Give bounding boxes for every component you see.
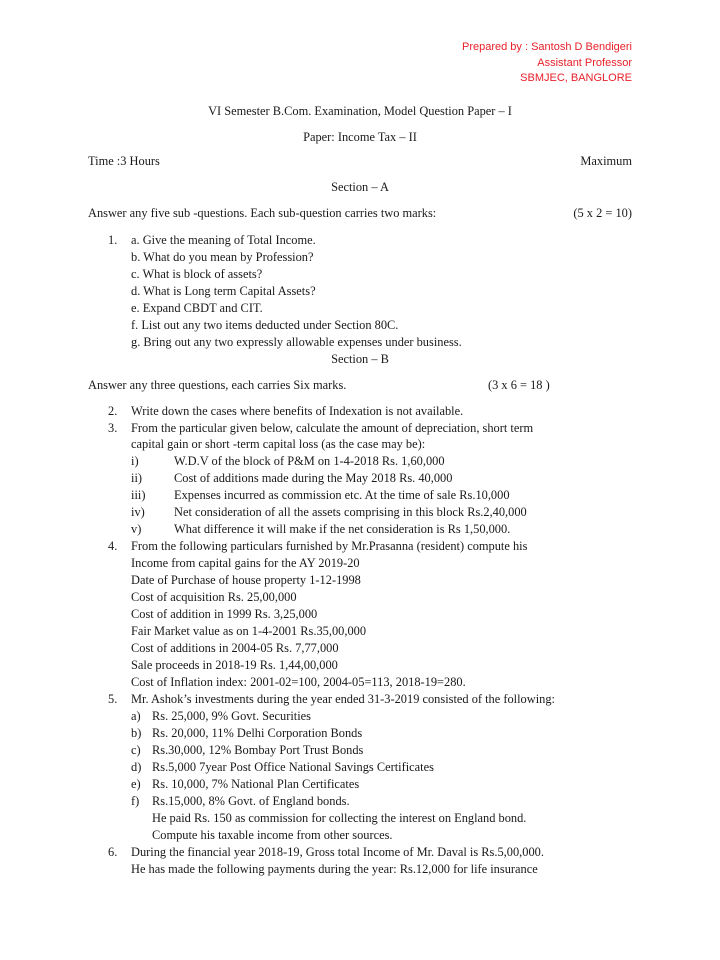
list-item: g. Bring out any two expressly allowable expenses under business. bbox=[131, 335, 462, 349]
sub-item: W.D.V of the block of P&M on 1-4-2018 Rs. 1,60,000 bbox=[174, 454, 445, 468]
prepared-by: Prepared by : Santosh D Bendigeri bbox=[462, 41, 632, 53]
sub-item: Rs. 10,000, 7% National Plan Certificates bbox=[152, 777, 360, 791]
question-line: Cost of Inflation index: 2001-02=100, 2004-05=113, 2018-19=280. bbox=[131, 675, 466, 689]
sub-item: Rs.30,000, 12% Bombay Port Trust Bonds bbox=[152, 743, 364, 757]
section-a-marks: (5 x 2 = 10) bbox=[573, 206, 632, 220]
list-item: b. What do you mean by Profession? bbox=[131, 250, 314, 264]
question-line: Fair Market value as on 1-4-2001 Rs.35,00,000 bbox=[131, 624, 367, 638]
question-line: Cost of addition in 1999 Rs. 3,25,000 bbox=[131, 607, 318, 621]
exam-title: VI Semester B.Com. Examination, Model Question Paper – I bbox=[208, 104, 512, 118]
section-a-instruction: Answer any five sub -questions. Each sub-question carries two marks: bbox=[88, 206, 437, 220]
question-line: Date of Purchase of house property 1-12-1998 bbox=[131, 573, 361, 587]
paper-title: Paper: Income Tax – II bbox=[303, 130, 417, 144]
question-line: Sale proceeds in 2018-19 Rs. 1,44,00,000 bbox=[131, 658, 338, 672]
sub-label: v) bbox=[131, 522, 142, 536]
question-text: He has made the following payments during the year: Rs.12,000 for life insurance bbox=[131, 862, 538, 876]
question-number: 1. bbox=[108, 233, 118, 247]
designation: Assistant Professor bbox=[537, 56, 632, 69]
sub-item: Rs. 20,000, 11% Delhi Corporation Bonds bbox=[152, 726, 363, 740]
sub-label: iii) bbox=[131, 488, 146, 502]
question-text: From the particular given below, calculate the amount of depreciation, short term bbox=[131, 421, 534, 435]
time-label: Time :3 Hours bbox=[88, 154, 160, 168]
maximum-label: Maximum bbox=[580, 154, 632, 168]
sub-label: a) bbox=[131, 709, 141, 723]
sub-label: ii) bbox=[131, 471, 143, 485]
question-line: Income from capital gains for the AY 2019-20 bbox=[131, 556, 360, 570]
question-text: From the following particulars furnished by Mr.Prasanna (resident) compute his bbox=[131, 539, 528, 553]
sub-label: e) bbox=[131, 777, 141, 791]
question-text: Write down the cases where benefits of Indexation is not available. bbox=[131, 404, 464, 418]
sub-item: Rs.5,000 7year Post Office National Savings Certificates bbox=[152, 760, 434, 774]
sub-item: Rs. 25,000, 9% Govt. Securities bbox=[152, 709, 312, 723]
sub-item: Expenses incurred as commission etc. At the time of sale Rs.10,000 bbox=[174, 488, 510, 502]
section-b-heading: Section – B bbox=[331, 352, 389, 366]
sub-label: c) bbox=[131, 743, 141, 757]
prepared-by-block bbox=[462, 40, 632, 87]
question-note: He paid Rs. 150 as commission for collecting the interest on England bond. bbox=[152, 811, 527, 825]
sub-item: Rs.15,000, 8% Govt. of England bonds. bbox=[152, 794, 350, 808]
sub-label: d) bbox=[131, 760, 142, 774]
sub-label: i) bbox=[131, 454, 139, 468]
sub-item: Cost of additions made during the May 2018 Rs. 40,000 bbox=[174, 471, 453, 485]
section-b-marks: (3 x 6 = 18 ) bbox=[488, 378, 550, 392]
sub-item: Net consideration of all the assets comprising in this block Rs.2,40,000 bbox=[174, 505, 527, 519]
question-line: Cost of acquisition Rs. 25,00,000 bbox=[131, 590, 297, 604]
list-item: c. What is block of assets? bbox=[131, 267, 263, 281]
institution: SBMJEC, BANGLORE bbox=[520, 72, 632, 84]
sub-item: What difference it will make if the net consideration is Rs 1,50,000. bbox=[174, 522, 511, 536]
question-number: 3. bbox=[108, 421, 118, 435]
question-number: 2. bbox=[108, 404, 118, 418]
section-b-instruction: Answer any three questions, each carries Six marks. bbox=[88, 378, 347, 392]
list-item: f. List out any two items deducted under Section 80C. bbox=[131, 318, 399, 332]
sub-label: iv) bbox=[131, 505, 145, 519]
question-text: Mr. Ashok’s investments during the year ended 31-3-2019 consisted of the following: bbox=[131, 692, 555, 706]
list-item: d. What is Long term Capital Assets? bbox=[131, 284, 316, 298]
question-number: 5. bbox=[108, 692, 118, 706]
time-row bbox=[88, 154, 632, 169]
section-a-instruction-row bbox=[88, 206, 632, 221]
list-item: a. Give the meaning of Total Income. bbox=[131, 233, 316, 247]
question-number: 4. bbox=[108, 539, 118, 553]
section-a-heading: Section – A bbox=[331, 180, 389, 194]
question-text: capital gain or short -term capital loss (as the case may be): bbox=[131, 437, 426, 451]
list-item: e. Expand CBDT and CIT. bbox=[131, 301, 263, 315]
question-note: Compute his taxable income from other sources. bbox=[152, 828, 393, 842]
sub-label: b) bbox=[131, 726, 142, 740]
question-text: During the financial year 2018-19, Gross total Income of Mr. Daval is Rs.5,00,000. bbox=[131, 845, 544, 859]
question-line: Cost of additions in 2004-05 Rs. 7,77,000 bbox=[131, 641, 339, 655]
sub-label: f) bbox=[131, 794, 140, 808]
question-number: 6. bbox=[108, 845, 118, 859]
